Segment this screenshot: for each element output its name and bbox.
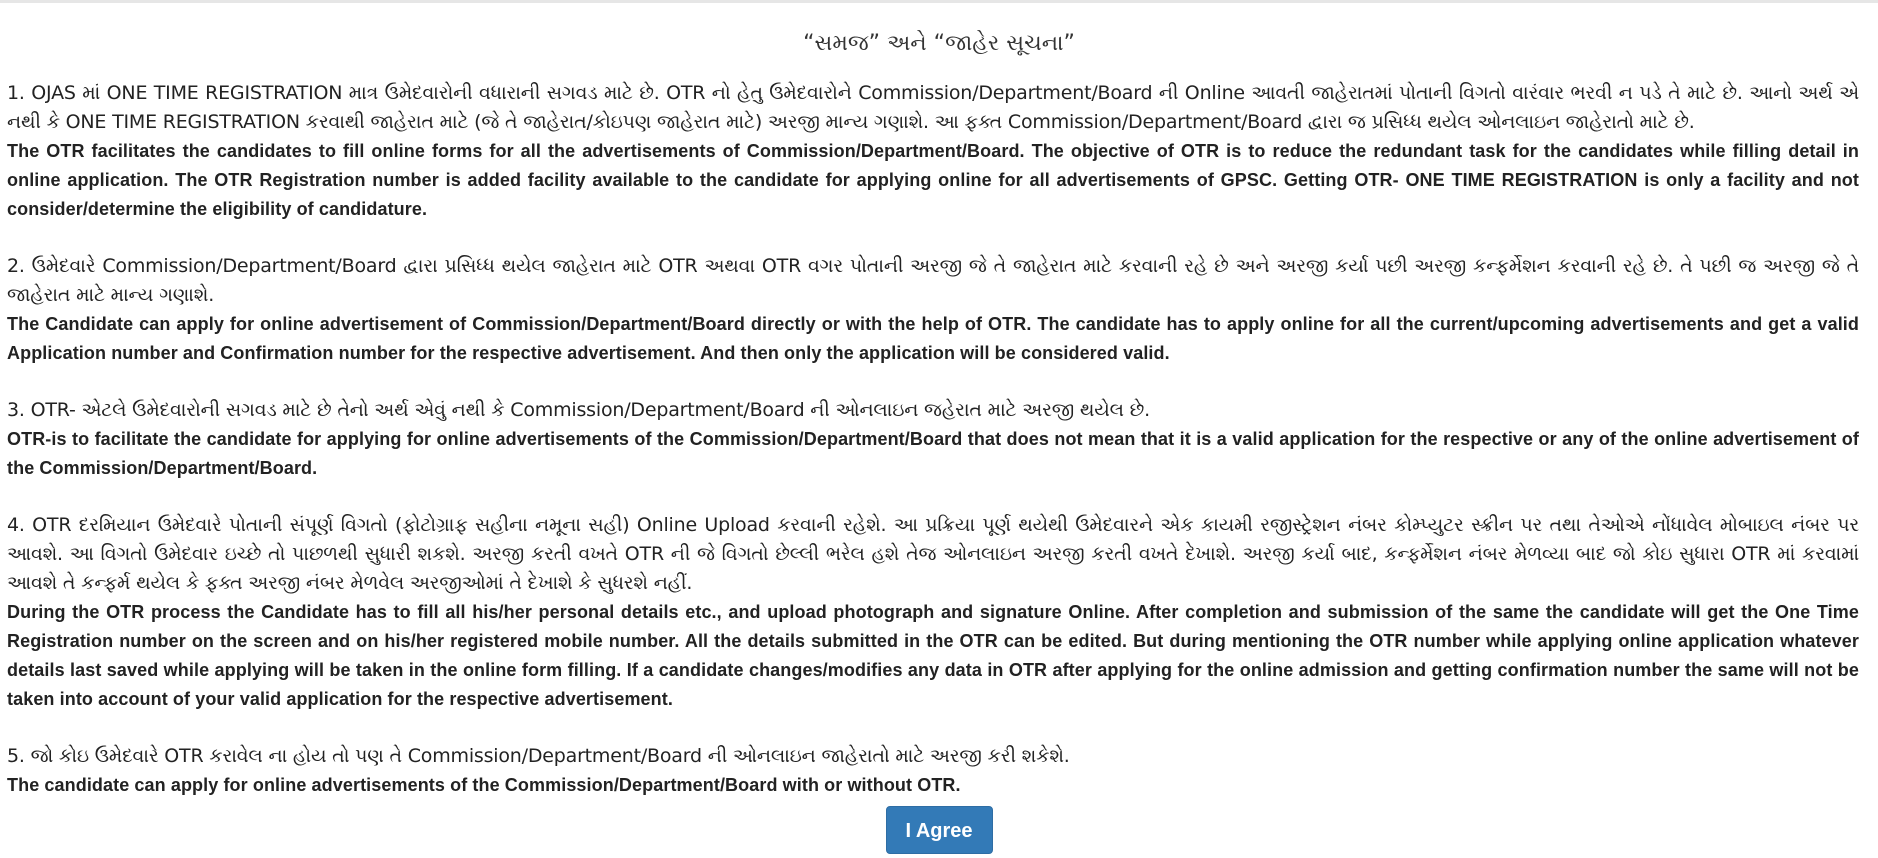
- notice-content: [7, 79, 1859, 828]
- notice-point-3-gujarati: 3. OTR- એટલે ઉમેદવારોની સગવડ માટે છે તેનો અર્થ એવું નથી કે Commission/Department/Board ની ઓનલાઇન જહેરાત માટે અરજી થયેલ છે.: [7, 399, 1150, 421]
- agree-button-container: [0, 806, 1878, 854]
- notice-point-1: [7, 79, 1859, 224]
- notice-point-4-gujarati: 4. OTR દરમિયાન ઉમેદવારે પોતાની સંપૂર્ણ વિગતો (ફોટોગ્રાફ સહીના નમૂના સહી) Online Upload કરવાની રહેશે. આ પ્રક્રિયા પૂર્ણ થયેથી ઉમેદવારને એક કાયમી રજીસ્ટ્રેશન નંબર કોમ્પ્યુટર સ્ક્રીન પર તથા તેઓએ નોંધાવેલ મોબાઇલ નંબર પર આવશે. આ વિગતો ઉમેદવાર ઇચ્છે તો પાછળથી સુધારી શકશે. અરજી કરતી વખતે OTR ની જે વિગતો છેલ્લી ભરેલ હશે તેજ ઓનલાઇન અરજી કરતી વખતે દેખાશે. અરજી કર્યા બાદ, કન્ફર્મેશન નંબર મેળવ્યા બાદ જો કોઇ સુધારા OTR માં કરવામાં આવશે તે કન્ફર્મ થયેલ કે ફક્ત અરજી નંબર મેળવેલ અરજીઓમાં તે દેખાશે કે સુધરશે નહીં.: [7, 514, 1859, 594]
- notice-point-5-english: The candidate can apply for online advertisements of the Commission/Department/Board with or without OTR.: [7, 775, 961, 795]
- notice-point-3: [7, 396, 1859, 483]
- notice-point-5: [7, 742, 1859, 800]
- notice-point-5-gujarati: 5. જો કોઇ ઉમેદવારે OTR કરાવેલ ના હોય તો પણ તે Commission/Department/Board ની ઓનલાઇન જાહેરાતો માટે અરજી કરી શકેશે.: [7, 745, 1070, 767]
- notice-point-3-english: OTR-is to facilitate the candidate for applying for online advertisements of the Commission/Department/Board that does not mean that it is a valid application for the respective or any of the online advertisement of the Commission/Department/Board.: [7, 429, 1859, 478]
- agree-button[interactable]: I Agree: [886, 806, 993, 854]
- notice-point-2-english: The Candidate can apply for online advertisement of Commission/Department/Board directly or with the help of OTR. The candidate has to apply online for all the current/upcoming advertisements and get a valid Application number and Confirmation number for the respective advertisement. And then only the application will be considered valid.: [7, 314, 1859, 363]
- notice-point-1-english: The OTR facilitates the candidates to fill online forms for all the advertisements of Commission/Department/Board. The objective of OTR is to reduce the redundant task for the candidates while filling detail in online application. The OTR Registration number is added facility available to the candidate for applying online for all advertisements of GPSC. Getting OTR- ONE TIME REGISTRATION is only a facility and not consider/determine the eligibility of candidature.: [7, 141, 1859, 219]
- notice-point-2-gujarati: 2. ઉમેદવારે Commission/Department/Board દ્વારા પ્રસિધ્ધ થયેલ જાહેરાત માટે OTR અથવા OTR વગર પોતાની અરજી જે તે જાહેરાત માટે કરવાની રહે છે અને અરજી કર્યા પછી અરજી કન્ફર્મેશન કરવાની રહે છે. તે પછી જ અરજી જે તે જાહેરાત માટે માન્ય ગણાશે.: [7, 255, 1859, 306]
- notice-point-2: [7, 252, 1859, 368]
- notice-point-4: [7, 511, 1859, 714]
- notice-point-4-english: During the OTR process the Candidate has to fill all his/her personal details etc., and upload photograph and signature Online. After completion and submission of the same the candidate will get the One Time Registration number on the screen and on his/her registered mobile number. All the details submitted in the OTR can be edited. But during mentioning the OTR number while applying online application whatever details last saved while applying will be taken in the online form filling. If a candidate changes/modifies any data in OTR after applying for the online admission and getting confirmation number the same will not be taken into account of your valid application for the respective advertisement.: [7, 602, 1859, 709]
- notice-point-1-gujarati: 1. OJAS માં ONE TIME REGISTRATION માત્ર ઉમેદવારોની વધારાની સગવડ માટે છે. OTR નો હેતુ ઉમેદવારોને Commission/Department/Board ની Online આવતી જાહેરાતમાં પોતાની વિગતો વારંવાર ભરવી ન પડે તે માટે છે. આનો અર્થ એ નથી કે ONE TIME REGISTRATION કરવાથી જાહેરાત માટે (જે તે જાહેરાત/કોઇપણ જાહેરાત માટે) અરજી માન્ય ગણાશે. આ ફક્ત Commission/Department/Board દ્વારા જ પ્રસિધ્ધ થયેલ ઓનલાઇન જાહેરાતો માટે છે.: [7, 82, 1859, 133]
- notice-title: “સમજ” અને “જાહેર સૂચના”: [803, 31, 1075, 56]
